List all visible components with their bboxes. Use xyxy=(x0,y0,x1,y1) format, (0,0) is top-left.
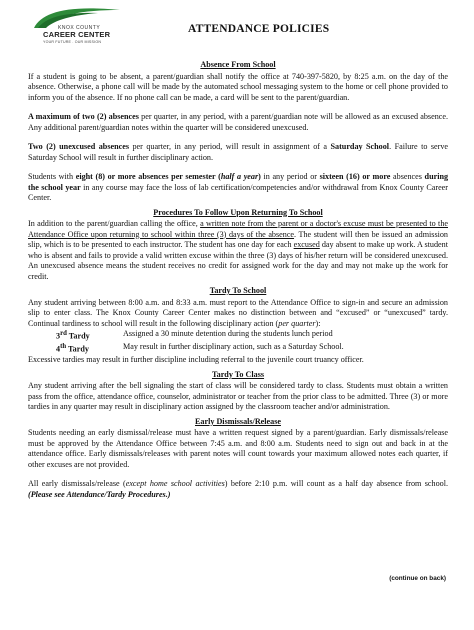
tardy-rule-3rd: 3rd Tardy Assigned a 30 minute detention during the students lunch period xyxy=(56,329,333,341)
continue-note: (continue on back) xyxy=(389,575,446,582)
header xyxy=(28,6,458,50)
document-body xyxy=(28,60,448,500)
excessive-tardies-paragraph: Excessive tardies may result in further discipline including referral to the juvenile court truancy officer. xyxy=(28,355,364,365)
tardy-class-paragraph: Any student arriving after the bell signaling the start of class will be considered tardy to class. Students must obtain a written pass from the office, attendance office, counselor, administrator or teacher from the prior class to be admitted. Three (3) or more tardies in any quarter may result in disciplinary action assigned by the classroom teacher and/or administration. xyxy=(28,381,448,412)
absence-notify-paragraph: If a student is going to be absent, a parent/guardian shall notify the office at 740-397-5820, by 8:25 a.m. on the day of the absence. Otherwise, a phone call will be made by the automated school messaging system to the home or cell phone provided to inform you of the absence. If no phone call can be made, a card will be sent to the parent/guardian. xyxy=(28,71,448,102)
section-heading-early-dismissal: Early Dismissals/Release xyxy=(195,416,281,426)
half-day-paragraph: All early dismissals/release (except home school activities) before 2:10 p.m. will count as a half day absence from school. (Please see Attendance/Tardy Procedures.) xyxy=(28,479,448,499)
section-heading-tardy-class: Tardy To Class xyxy=(211,369,265,379)
section-heading-absence: Absence From School xyxy=(200,60,276,69)
returning-procedure-paragraph: In addition to the parent/guardian calling the office, a written note from the parent or a doctor's excuse must be presented to the Attendance Office upon returning to school within three (3) days of the absence. The student will then be issued an admission slip, which is to be presented to each instructor. The student has one day for each excused day absent to make up work. A student who is absent and fails to provide a valid written excuse within the three (3) days of his/her return will be considered unexcused. An unexcused absence means the student receives no credit for assigned work for the day and may not make up the work for credit. xyxy=(28,219,448,281)
section-heading-tardy-school: Tardy To School xyxy=(209,286,267,295)
logo-line1: KNOX COUNTY xyxy=(58,25,101,31)
tardy-school-paragraph: Any student arriving between 8:00 a.m. and 8:33 a.m. must report to the Attendance Office to sign-in and secure an admission slip to enter class. The Knox County Career Center makes no distinction between and “excused” or “unexcused” tardy. Continual tardiness to school will result in the following disciplinary action (per quarter): xyxy=(28,297,448,328)
section-heading-returning: Procedures To Follow Upon Returning To School xyxy=(153,207,323,217)
logo-line2: CAREER CENTER xyxy=(43,30,111,39)
tardy-rule-4th: 4th Tardy May result in further disciplinary action, such as a Saturday School. xyxy=(56,342,344,354)
early-dismissal-paragraph: Students needing an early dismissal/release must have a written request signed by a parent/guardian. Early dismissals/release must be approved by the Attendance Office between 7:45 a.m. and 8:00 a.m. Students need to sign out and back in at the attendance office. Early dismissals/releases with parent notes will count towards your maximum allowed notes each quarter, if other excuses are not provided. xyxy=(28,428,448,469)
school-logo xyxy=(28,6,128,50)
unexcused-absences-paragraph: Two (2) unexcused absences per quarter, in any period, will result in assignment of a Saturday School. Failure to serve Saturday School will result in further disciplinary action. xyxy=(28,142,448,162)
absence-limit-paragraph: Students with eight (8) or more absences per semester (half a year) in any period or sixteen (16) or more absences during the school year in any course may face the loss of lab certification/competencies and/or withdrawal from Knox County Career Center. xyxy=(28,172,449,202)
logo-tagline: YOUR FUTURE . OUR MISSION xyxy=(43,40,102,44)
max-absences-paragraph: A maximum of two (2) absences per quarter, in any period, with a parent/guardian note will be allowed as an excused absence. Any additional parent/guardian notes within the quarter will be considered unexcused. xyxy=(28,112,448,132)
page-title: ATTENDANCE POLICIES xyxy=(188,23,330,35)
